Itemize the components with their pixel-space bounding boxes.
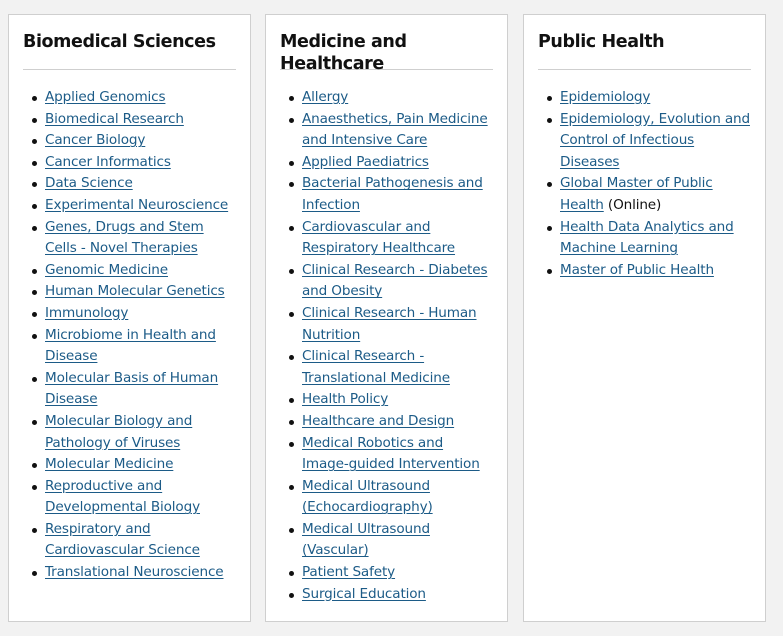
list-item (280, 433, 493, 476)
program-link-anaesthetics[interactable]: Anaesthetics, Pain Medicine and Intensive Care (302, 110, 488, 149)
list-item (23, 260, 236, 282)
list-item (23, 152, 236, 174)
list-item (23, 303, 236, 325)
list-item (280, 173, 493, 216)
list-item (538, 87, 751, 109)
program-link-health-data-analytics[interactable]: Health Data Analytics and Machine Learning (560, 218, 734, 257)
list-item (23, 562, 236, 584)
program-link-molecular-medicine[interactable]: Molecular Medicine (45, 456, 174, 473)
list-item (23, 281, 236, 303)
program-link-epidemiology[interactable]: Epidemiology (560, 89, 651, 105)
list-item (23, 195, 236, 217)
public-health-card (523, 14, 766, 622)
list-item (280, 87, 493, 109)
program-link-experimental-neuroscience[interactable]: Experimental Neuroscience (45, 196, 229, 213)
program-link-translational-neuroscience[interactable]: Translational Neuroscience (45, 564, 224, 581)
list-item (280, 217, 493, 260)
list-item (280, 389, 493, 411)
program-link-health-policy[interactable]: Health Policy (302, 391, 389, 408)
program-link-cardiovascular-respiratory-healthcare[interactable]: Cardiovascular and Respiratory Healthcare (302, 218, 456, 257)
public-health-heading: Public Health (538, 32, 665, 52)
program-link-clinical-research-diabetes[interactable]: Clinical Research - Diabetes and Obesity (302, 261, 488, 300)
program-link-microbiome[interactable]: Microbiome in Health and Disease (45, 326, 216, 365)
list-item (23, 519, 236, 562)
list-item (538, 217, 751, 260)
program-link-molecular-biology-viruses[interactable]: Molecular Biology and Pathology of Viruses (45, 412, 193, 451)
program-link-respiratory-cardiovascular-science[interactable]: Respiratory and Cardiovascular Science (45, 520, 200, 559)
program-link-global-master-public-health[interactable]: Global Master of Public Health (560, 175, 713, 213)
program-link-bacterial-pathogenesis[interactable]: Bacterial Pathogenesis and Infection (302, 175, 483, 213)
divider (23, 69, 236, 70)
list-item (23, 109, 236, 131)
program-link-cancer-biology[interactable]: Cancer Biology (45, 132, 146, 149)
program-link-biomedical-research[interactable]: Biomedical Research (45, 110, 184, 127)
program-link-clinical-research-translational[interactable]: Clinical Research - Translational Medicine (302, 348, 450, 386)
biomedical-sciences-heading: Biomedical Sciences (23, 32, 216, 52)
biomedical-sciences-card (8, 14, 251, 622)
biomedical-program-list (23, 87, 236, 584)
public-health-program-list (538, 87, 751, 281)
list-item (280, 411, 493, 433)
list-item (23, 368, 236, 411)
program-link-applied-genomics[interactable]: Applied Genomics (45, 89, 166, 105)
list-item (280, 476, 493, 519)
program-link-immunology[interactable]: Immunology (45, 304, 129, 321)
program-link-ultrasound-vascular[interactable]: Medical Ultrasound (Vascular) (302, 520, 430, 559)
list-item (23, 325, 236, 368)
medicine-healthcare-heading: Medicine and Healthcare (280, 32, 407, 74)
list-item (280, 303, 493, 346)
list-item (23, 454, 236, 476)
program-link-epidemiology-infectious-diseases[interactable]: Epidemiology, Evolution and Control of Infectious Diseases (560, 110, 750, 170)
list-item (23, 87, 236, 109)
online-suffix: (Online) (607, 196, 662, 213)
list-item (23, 173, 236, 195)
program-link-cancer-informatics[interactable]: Cancer Informatics (45, 153, 171, 170)
program-link-reproductive-developmental-biology[interactable]: Reproductive and Developmental Biology (45, 477, 200, 516)
list-item (23, 130, 236, 152)
program-link-surgical-education[interactable]: Surgical Education (302, 585, 426, 602)
list-item (280, 260, 493, 303)
list-item (23, 411, 236, 454)
program-link-human-molecular-genetics[interactable]: Human Molecular Genetics (45, 283, 225, 300)
program-link-medical-robotics[interactable]: Medical Robotics and Image-guided Intervention (302, 434, 480, 473)
program-link-genes-drugs-stem-cells[interactable]: Genes, Drugs and Stem Cells - Novel Therapies (45, 218, 204, 257)
list-item (538, 260, 751, 282)
list-item (23, 217, 236, 260)
medicine-program-list (280, 87, 493, 605)
list-item (538, 109, 751, 174)
program-link-molecular-basis-human-disease[interactable]: Molecular Basis of Human Disease (45, 369, 219, 408)
list-item (280, 152, 493, 174)
program-link-genomic-medicine[interactable]: Genomic Medicine (45, 261, 168, 278)
program-link-ultrasound-echo[interactable]: Medical Ultrasound (Echocardiography) (302, 477, 433, 516)
list-item (23, 476, 236, 519)
program-link-applied-paediatrics[interactable]: Applied Paediatrics (302, 153, 429, 170)
list-item (280, 519, 493, 562)
program-link-clinical-research-nutrition[interactable]: Clinical Research - Human Nutrition (302, 304, 477, 343)
list-item (538, 173, 751, 216)
list-item (280, 584, 493, 606)
list-item (280, 109, 493, 152)
program-link-data-science[interactable]: Data Science (45, 175, 133, 192)
divider (538, 69, 751, 70)
program-link-healthcare-design[interactable]: Healthcare and Design (302, 412, 455, 429)
program-link-allergy[interactable]: Allergy (302, 89, 349, 105)
medicine-healthcare-card (265, 14, 508, 622)
program-link-master-public-health[interactable]: Master of Public Health (560, 261, 714, 278)
list-item (280, 346, 493, 389)
program-link-patient-safety[interactable]: Patient Safety (302, 564, 396, 581)
list-item (280, 562, 493, 584)
